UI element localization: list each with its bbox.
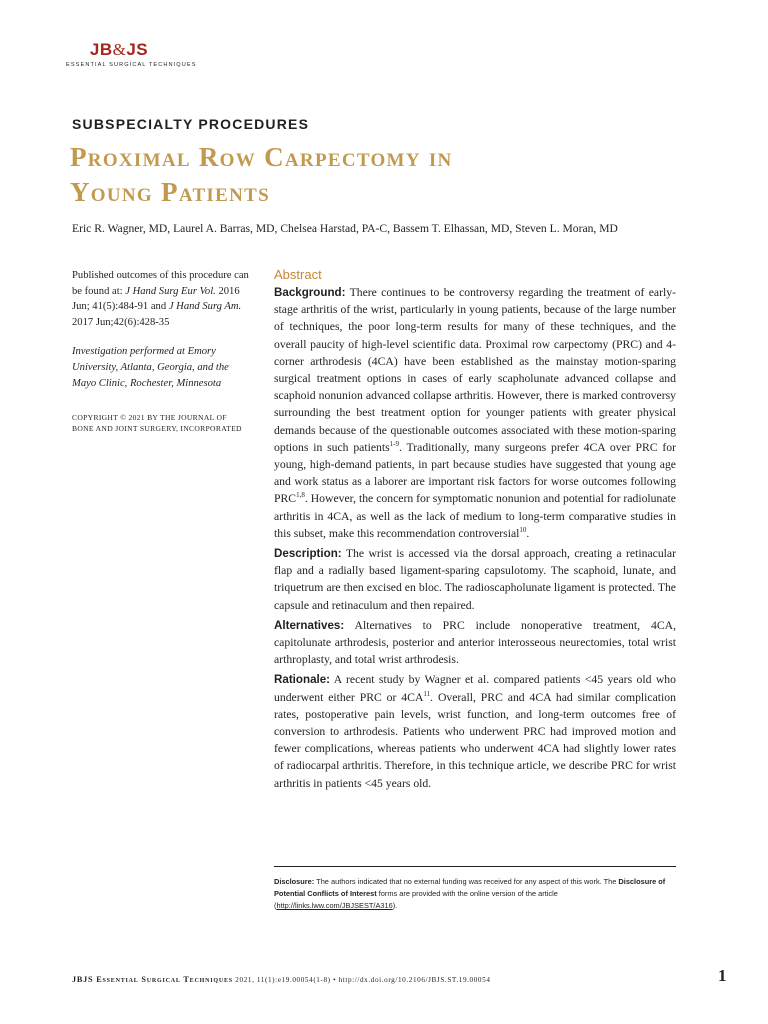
rationale-text-1: A recent study by Wagner et al. compared patients <45 years old who underwent either PRC or 4CA [274,673,676,704]
alternatives-text: Alternatives to PRC include nonoperative treatment, 4CA, capitolunate arthrodesis, posterior and anterior interosseous neurectomies, total wrist arthroplasty, and total wrist arthrodesis. [274,618,676,667]
title-line-1: Proximal Row Carpectomy in [70,142,453,172]
background-text-1: There continues to be controversy regarding the treatment of early-stage arthritis of the wrist, particularly in young patients, because of the large number of techniques, the poor long-term results for many of these techniques, and the overall paucity of high-level scientific data. Proximal row carpectomy (PRC) and 4-corner arthrodesis (4CA) have been established as the mainstay motion-sparing surgical treatment options in cases of early scapholunate advanced collapse and scaphoid nonunion advanced collapse arthritis. However, there is marked controversy surrounding the best treatment option for younger patients with greater physical demands because of the questionable outcomes associated with these motion-sparing options in such patients [274,286,676,454]
reference-superscript: 1,8 [296,491,305,500]
published-outcomes-note [72,268,250,330]
disclosure-text-2: forms are provided with the online version of the article ( [274,889,558,911]
description-paragraph [274,545,676,614]
supplement-link[interactable]: http://links.lww.com/JBJSEST/A316 [276,901,393,911]
background-paragraph [274,284,676,542]
abstract-heading: Abstract [274,267,322,282]
logo-amp: & [112,40,127,59]
background-text-3: . However, the concern for symptomatic nonunion and potential for radiolunate arthritis in 4CA, as well as the lack of medium to long-term comparative studies in this subset, make this recommendation controversial [274,492,676,540]
citation-1: 2016 Jun; 41(5):484-91 and [72,285,240,313]
alternatives-paragraph [274,617,676,669]
disclosure-label: Disclosure: [274,877,315,886]
alternatives-label: Alternatives: [274,618,345,632]
conflict-of-interest-label: Disclosure of Potential Conflicts of Interest [274,877,666,899]
background-label: Background: [274,286,346,299]
title-line-2: Young Patients [70,177,270,207]
rationale-label: Rationale: [274,673,331,687]
author-list: Eric R. Wagner, MD, Laurel A. Barras, MD, Chelsea Harstad, PA-C, Bassem T. Elhassan, MD, Steven L. Moran, MD [72,222,618,235]
investigation-note: Investigation performed at Emory University, Atlanta, Georgia, and the Mayo Clinic, Rochester, Minnesota [72,346,229,389]
description-text: The wrist is accessed via the dorsal approach, creating a retinacular flap and a radially based ligament-sparing capsulotomy. The scaphoid, lunate, and triquetrum are then excised en bloc. The radioscapholunate ligament is protected. The capsule and retinaculum and then repaired. [274,547,676,612]
logo-left: JB [89,40,113,59]
reference-superscript: 1-9 [389,439,400,448]
background-text-2: . Traditionally, many surgeons prefer 4CA over PRC for young, high-demand patients, in part because studies have suggested that young age and work status as a laborer are important risk factors for worse outcomes following PRC [274,440,676,506]
journal-logo [66,40,216,68]
journal-name-1: J Hand Surg Eur Vol. [125,285,216,297]
footer-journal-name: JBJS Essential Surgical Techniques [72,975,233,984]
background-text-4: . [526,526,530,540]
reference-superscript: 10 [519,525,527,534]
citation-2: 2017 Jun;42(6):428-35 [72,316,170,328]
logo-wordmark [66,40,172,60]
journal-name-2: J Hand Surg Am. [168,301,242,313]
disclosure-text-3: ). [392,901,398,911]
sidebar [72,268,250,435]
article-title [70,140,710,210]
published-prefix: Published outcomes of this procedure can be found at: [72,270,249,297]
rationale-text-2: . Overall, PRC and 4CA had similar complication rates, postoperative pain levels, wrist function, and long-term outcomes free of conversion to arthrodesis. Patients who underwent PRC had improved motion and fewer complications, whereas patients who underwent 4CA had slightly lower rates of radiocarpal arthritis. Therefore, in this technique article, we describe PRC for wrist arthritis in patients <45 years old. [274,690,676,790]
disclosure-note [274,866,676,913]
reference-superscript: 11 [423,689,431,698]
logo-right: JS [126,40,149,59]
copyright-notice: COPYRIGHT © 2021 BY THE JOURNAL OF BONE AND JOINT SURGERY, INCORPORATED [72,413,242,433]
page-number: 1 [718,966,727,985]
description-label: Description: [274,547,342,561]
disclosure-text-1: The authors indicated that no external funding was received for any aspect of this work. The [314,877,619,886]
page-footer [72,975,491,984]
rationale-paragraph [274,671,676,791]
logo-subtitle: ESSENTIAL SURGICAL TECHNIQUES [66,62,197,68]
footer-citation: 2021, 11(1):e19.00054(1-8) • http://dx.doi.org/10.2106/JBJS.ST.19.00054 [232,976,491,984]
section-label: SUBSPECIALTY PROCEDURES [72,116,310,132]
abstract [274,266,676,792]
